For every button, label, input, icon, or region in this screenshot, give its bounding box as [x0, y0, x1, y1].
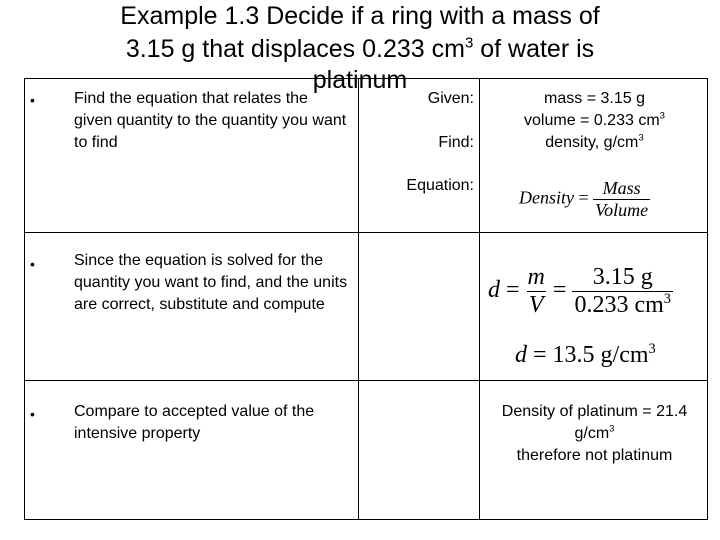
- given-volume-text: volume = 0.233 cm: [524, 112, 660, 129]
- given-mass: mass = 3.15 g: [544, 90, 645, 107]
- calc-denominator: [572, 291, 673, 319]
- eq-lhs: Density: [519, 187, 574, 208]
- table-divider-2: [479, 78, 480, 520]
- table-border-bottom: [24, 519, 708, 520]
- equation-label: Equation:: [406, 177, 474, 194]
- platinum-density-units: [482, 423, 707, 445]
- slide-title: [0, 0, 720, 94]
- calc-m: m: [527, 264, 545, 290]
- eq-equals: =: [578, 187, 589, 208]
- find-value-sup: 3: [638, 132, 644, 144]
- row3-bullet: •: [30, 406, 35, 422]
- calc-m-over-v: [526, 264, 547, 319]
- platinum-density: Density of platinum = 21.4: [501, 403, 688, 420]
- given-values: [482, 88, 707, 154]
- table-border-left: [24, 78, 25, 520]
- calc-numerator: 3.15 g: [592, 264, 653, 290]
- platinum-units-sup: 3: [609, 423, 615, 435]
- find-value-text: density, g/cm: [545, 134, 639, 151]
- find-label: Find:: [438, 134, 474, 151]
- eq-numerator: Mass: [602, 178, 641, 198]
- given-label: Given:: [427, 90, 474, 107]
- table-divider-1: [358, 78, 359, 520]
- result-sup: 3: [648, 341, 656, 357]
- row3-instruction: Compare to accepted value of the intensive property: [74, 403, 315, 442]
- title-line-3: platinum: [312, 66, 408, 94]
- calc-d: d: [488, 277, 500, 304]
- title-line-1: Example 1.3 Decide if a ring with a mass of: [120, 2, 600, 30]
- calc-values-fraction: [572, 264, 673, 319]
- title-line-2-sup: 3: [464, 34, 474, 52]
- table-row-divider-1: [24, 232, 708, 233]
- calc-eq1: =: [506, 277, 520, 304]
- calc-denominator-sup: 3: [663, 291, 671, 307]
- platinum-units-text: g/cm: [574, 425, 610, 442]
- calc-v: V: [528, 292, 544, 318]
- density-calculation: [488, 264, 673, 319]
- title-line-2: [0, 33, 720, 66]
- result-d: d: [515, 342, 527, 368]
- row2-instruction: Since the equation is solved for the quantity you want to find, and the units are correct, substitute and compute: [74, 252, 348, 313]
- given-volume: [482, 110, 707, 132]
- conclusion: therefore not platinum: [516, 447, 673, 464]
- title-line-2-suffix: of water is: [473, 35, 595, 63]
- comparison-result: [482, 401, 707, 467]
- title-line-2-text: 3.15 g that displaces 0.233 cm: [125, 35, 465, 63]
- find-value: [482, 132, 707, 154]
- result-eq: =: [533, 342, 547, 368]
- result-value: 13.5 g/cm: [552, 342, 649, 368]
- density-equation: [519, 178, 650, 221]
- calc-denominator-text: 0.233 cm: [574, 292, 664, 318]
- density-result: [515, 342, 656, 369]
- table-border-right: [707, 78, 708, 520]
- table-row-divider-2: [24, 380, 708, 381]
- row2-bullet: •: [30, 256, 35, 272]
- row1-bullet: •: [30, 92, 35, 108]
- eq-fraction: [593, 178, 650, 221]
- calc-eq2: =: [552, 277, 567, 304]
- eq-denominator: Volume: [595, 200, 649, 220]
- row1-instruction: Find the equation that relates the given quantity to the quantity you want to find: [74, 90, 347, 151]
- given-volume-sup: 3: [659, 110, 665, 122]
